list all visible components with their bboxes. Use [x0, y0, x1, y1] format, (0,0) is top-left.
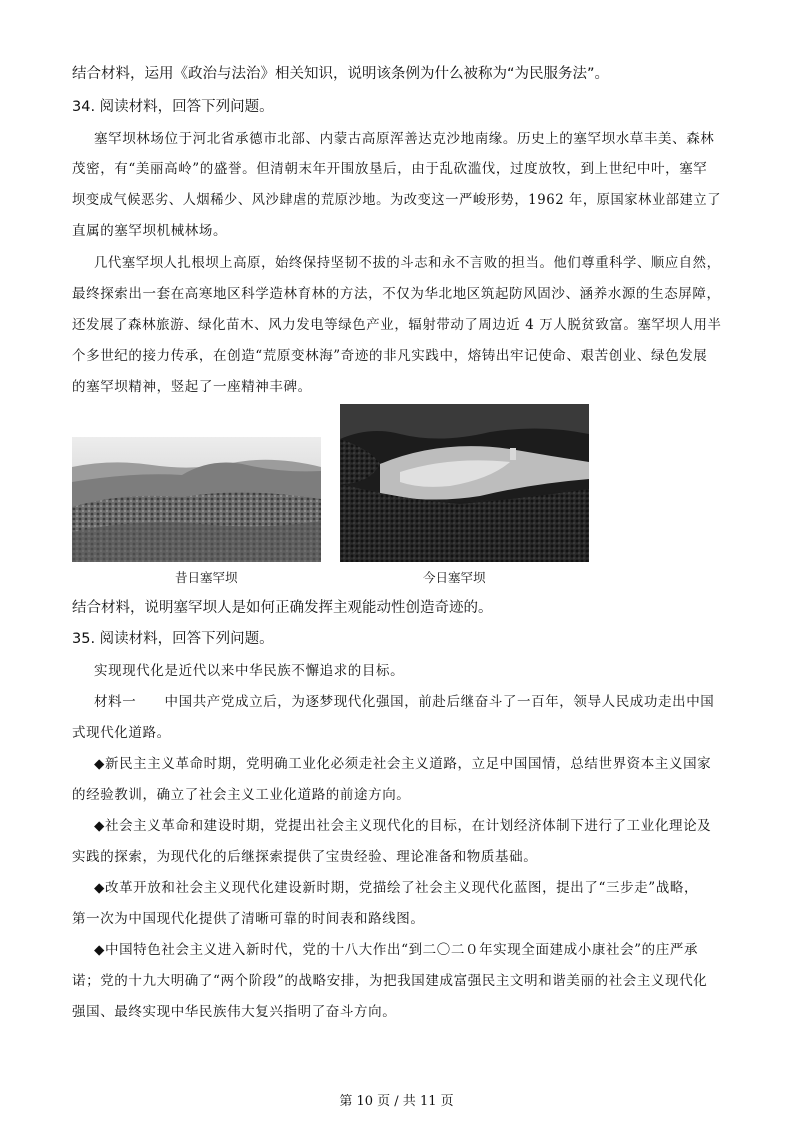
q35-intro: 实现现代化是近代以来中华民族不懈追求的目标。: [94, 663, 405, 679]
past-saihanba-photo: [72, 437, 321, 562]
text-line: 材料一 中国共产党成立后，为逐梦现代化强国，前赴后继奋斗了一百年，领导人民成功走出中国: [94, 694, 715, 710]
text-line: 坝变成气候恶劣、人烟稀少、风沙肆虐的荒原沙地。为改变这一严峻形势，1962 年，原国家林业部建立了: [72, 192, 722, 208]
text-line: 还发展了森林旅游、绿化苗木、风力发电等绿色产业，辐射带动了周边近 4 万人脱贫致富。塞罕坝人用半: [72, 317, 722, 333]
page-footer: 第 10 页 / 共 11 页: [339, 1094, 454, 1109]
text-line: 个多世纪的接力传承，在创造“荒原变林海”奇迹的非凡实践中，熔铸出牢记使命、艰苦创业、绿色发展: [72, 348, 708, 364]
text-line: 塞罕坝林场位于河北省承德市北部、内蒙古高原浑善达克沙地南缘。历史上的塞罕坝水草丰美、森林: [94, 131, 715, 147]
caption-present: 今日塞罕坝: [423, 570, 486, 585]
text-line: 最终探索出一套在高寒地区科学造林育林的方法，不仅为华北地区筑起防风固沙、涵养水源的生态屏障，: [72, 286, 721, 302]
text-line: ◆改革开放和社会主义现代化建设新时期，党描绘了社会主义现代化蓝图，提出了“三步走”战略，: [94, 880, 699, 896]
text-line: ◆社会主义革命和建设时期，党提出社会主义现代化的目标，在计划经济体制下进行了工业化理论及: [94, 818, 712, 834]
text-line: 的塞罕坝精神，竖起了一座精神丰碑。: [72, 379, 312, 395]
text-line: 式现代化道路。: [72, 725, 171, 741]
caption-past: 昔日塞罕坝: [175, 570, 238, 585]
text-line: 茂密，有“美丽高岭”的盛誉。但清朝末年开围放垦后，由于乱砍滥伐，过度放牧，到上世纪中叶，塞罕: [72, 161, 708, 177]
text-line: 几代塞罕坝人扎根坝上高原，始终保持坚韧不拔的斗志和永不言败的担当。他们尊重科学、顺应自然，: [94, 255, 721, 271]
present-saihanba-photo: [340, 404, 589, 562]
text-line: 第一次为中国现代化提供了清晰可靠的时间表和路线图。: [72, 911, 425, 927]
q35-heading: 35. 阅读材料，回答下列问题。: [72, 631, 274, 647]
q34-question: 结合材料，说明塞罕坝人是如何正确发挥主观能动性创造奇迹的。: [72, 600, 493, 616]
text-line: 直属的塞罕坝机械林场。: [72, 223, 228, 239]
q33-question: 结合材料，运用《政治与法治》相关知识，说明该条例为什么被称为“为民服务法”。: [72, 66, 610, 82]
text-line: 强国、最终实现中华民族伟大复兴指明了奋斗方向。: [72, 1004, 397, 1020]
text-line: 实践的探索，为现代化的后继探索提供了宝贵经验、理论准备和物质基础。: [72, 849, 538, 865]
text-line: ◆新民主主义革命时期，党明确工业化必须走社会主义道路，立足中国国情，总结世界资本主义国家: [94, 756, 712, 772]
q34-heading: 34. 阅读材料，回答下列问题。: [72, 99, 274, 115]
text-line: ◆中国特色社会主义进入新时代，党的十八大作出“到二〇二０年实现全面建成小康社会”的庄严承: [94, 942, 699, 958]
text-line: 诺；党的十九大明确了“两个阶段”的战略安排，为把我国建成富强民主文明和谐美丽的社会主义现代化: [72, 973, 708, 989]
text-line: 的经验教训，确立了社会主义工业化道路的前途方向。: [72, 787, 411, 803]
